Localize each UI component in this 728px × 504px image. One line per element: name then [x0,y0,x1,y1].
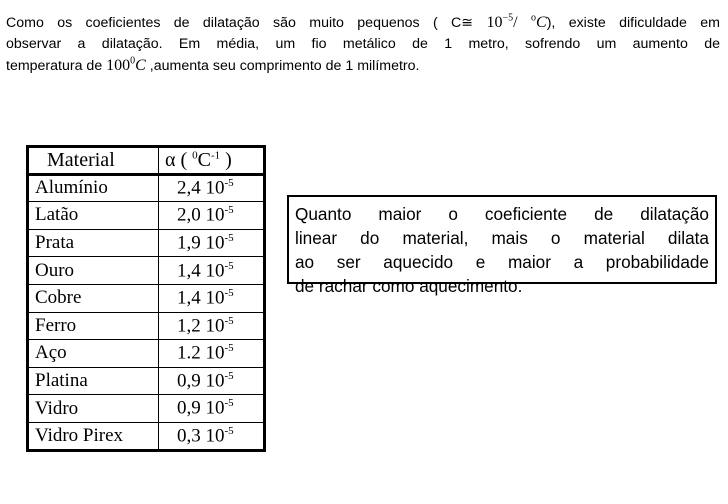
coefficient-exponent: -5 [224,287,234,300]
material-name: Ferro [28,312,159,340]
formula-degree: o [531,12,537,24]
coefficient-mantissa: 1,9 10 [177,232,225,254]
coefficient-value [159,257,265,285]
callout-line-4: de rachar como aquecimento. [295,276,523,296]
temperature-value: 100 [106,57,131,74]
coefficient-exponent: -5 [224,424,234,437]
intro-line-1 [6,12,720,34]
coefficient-exponent: -5 [224,397,234,410]
coefficient-mantissa: 1.2 10 [177,342,225,364]
table-row [28,312,265,340]
header-alpha [159,147,265,175]
formula-celsius: C [536,14,547,31]
callout-line-1: Quanto maior o coeficiente de dilatação [295,204,709,224]
material-name: Latão [28,202,159,230]
table-body [28,174,265,450]
coefficient-mantissa: 1,4 10 [177,287,225,309]
coefficient-exponent: -5 [224,342,234,355]
table-row [28,395,265,423]
coefficient-value [159,229,265,257]
table-row [28,340,265,368]
material-name: Vidro [28,395,159,423]
intro-line-3 [6,55,720,77]
table-row [28,257,265,285]
header-degree: 0 [192,149,198,162]
table-row [28,202,265,230]
material-name: Alumínio [28,174,159,202]
header-exponent: -1 [210,149,221,162]
material-name: Cobre [28,284,159,312]
coefficient-exponent: -5 [224,259,234,272]
formula-exponent: −5 [502,12,514,24]
coefficient-value [159,367,265,395]
material-name: Aço [28,340,159,368]
table-row [28,229,265,257]
coefficient-mantissa: 0,9 10 [177,397,225,419]
material-name: Prata [28,229,159,257]
material-name: Vidro Pirex [28,422,159,450]
header-close: ) [220,148,232,171]
header-material: Material [28,147,159,175]
coefficient-value [159,422,265,450]
coefficient-value [159,340,265,368]
table-row [28,174,265,202]
coefficient-mantissa: 2,0 10 [177,204,225,226]
intro-paragraph [6,12,720,77]
table-header-row [28,147,265,175]
coefficient-exponent: -5 [224,204,234,217]
table-row [28,284,265,312]
table-row [28,422,265,450]
formula-base: 10 [486,14,503,31]
callout-box [287,195,717,296]
intro-text-3a: temperatura de [6,58,107,74]
coefficient-value [159,395,265,423]
coefficient-exponent: -5 [224,314,234,327]
coefficient-mantissa: 0,3 10 [177,424,225,446]
coefficient-exponent: -5 [224,369,234,382]
coefficient-value [159,284,265,312]
intro-line-2: observar a dilatação. Em média, um fio metálico de 1 metro, sofrendo um aumento de [6,36,720,52]
expansion-coefficient-table [26,145,266,452]
coefficient-value [159,202,265,230]
material-name: Ouro [28,257,159,285]
alpha-symbol: α ( [165,148,193,171]
coefficient-mantissa: 2,4 10 [177,177,225,199]
callout-line-3: ao ser aquecido e maior a probabilidade [295,252,709,272]
coefficient-value [159,174,265,202]
table-row [28,367,265,395]
coefficient-mantissa: 1,4 10 [177,259,225,281]
temperature-celsius: C [135,57,146,74]
alpha-value-formula [487,14,547,31]
intro-text-3b: ,aumenta seu comprimento de 1 milímetro. [145,58,420,74]
temperature-formula [106,57,146,74]
temperature-degree: 0 [130,55,136,67]
coefficient-mantissa: 0,9 10 [177,370,225,392]
material-name: Platina [28,367,159,395]
intro-text-1a: Como os coeficientes de dilatação são muito pequenos ( C≅ [6,15,487,31]
header-unit: C [197,148,211,171]
coefficient-mantissa: 1,2 10 [177,315,225,337]
formula-slash: / [513,14,532,31]
coefficient-value [159,312,265,340]
coefficient-exponent: -5 [224,231,234,244]
callout-line-2: linear do material, mais o material dilata [295,228,709,248]
intro-text-1b: ), existe dificuldade em [546,15,720,31]
coefficient-exponent: -5 [224,177,234,190]
